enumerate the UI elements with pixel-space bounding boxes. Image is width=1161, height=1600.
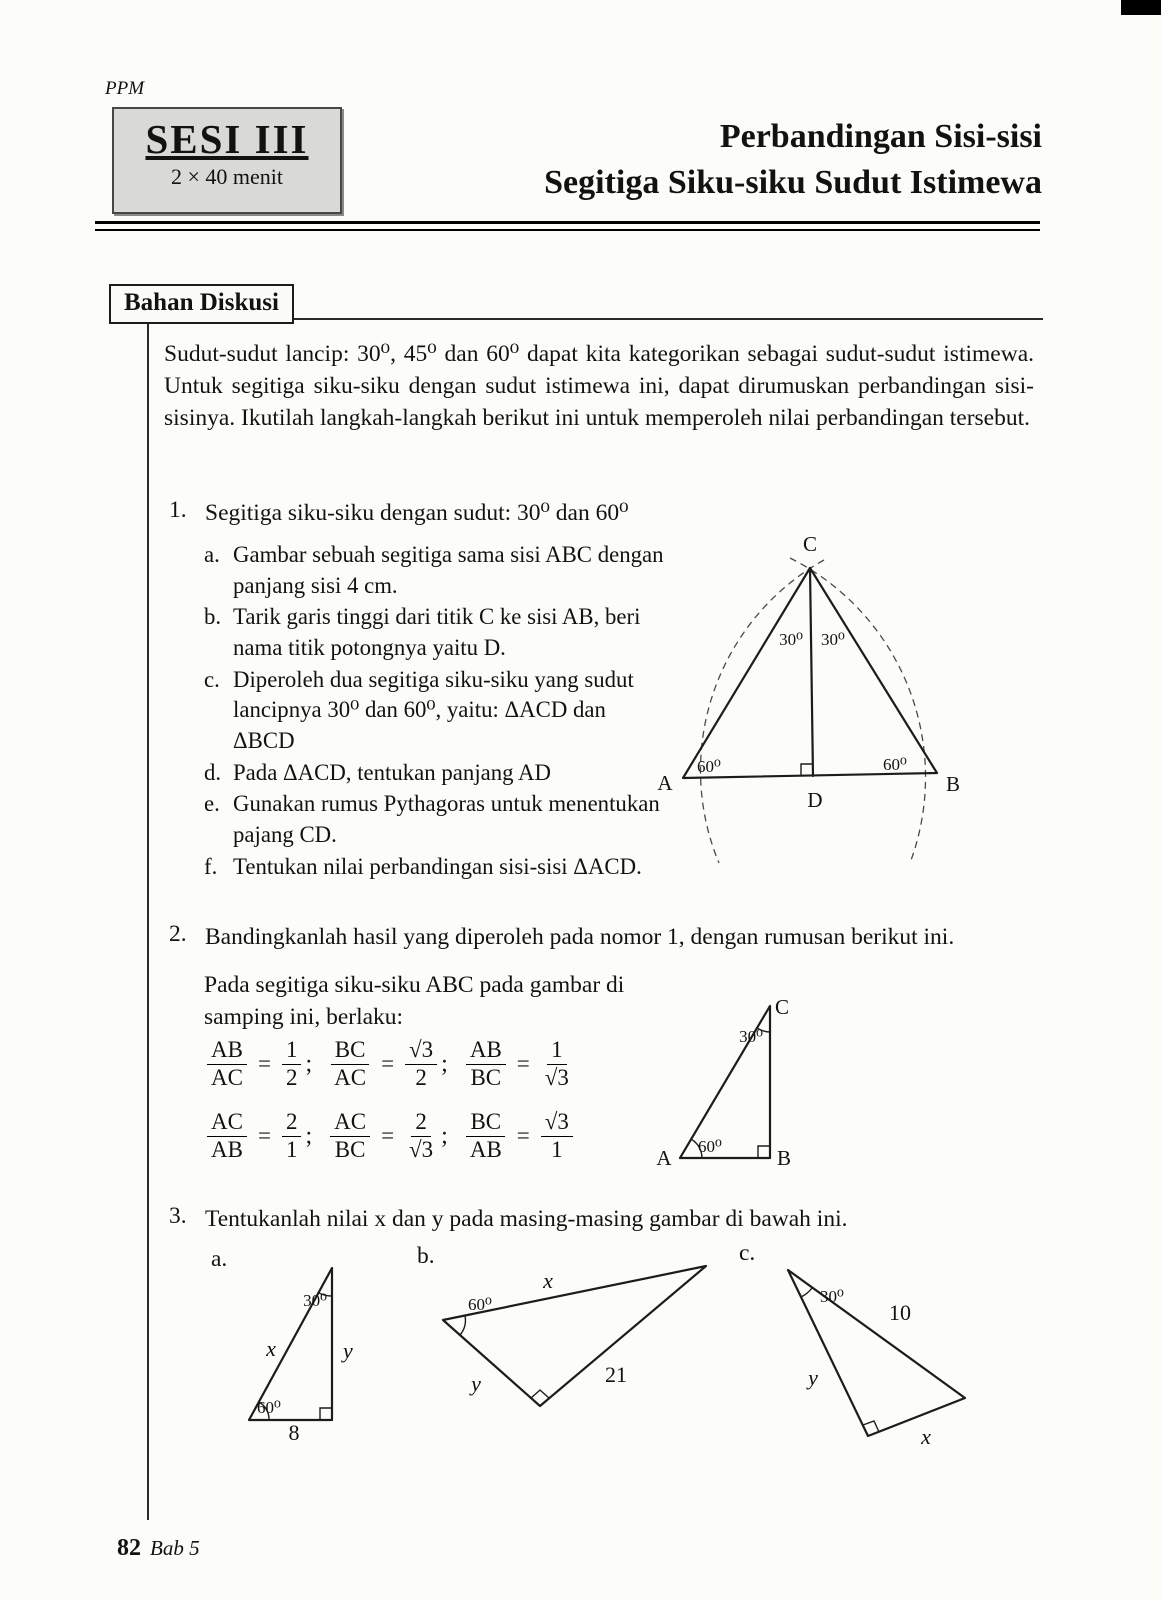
- side-label-y: y: [808, 1365, 818, 1390]
- angle-label-30-right: 30⁰: [821, 630, 845, 649]
- exercise-triangle-c: [768, 1258, 988, 1458]
- altitude-line: [810, 568, 813, 776]
- right-angle-marker: [801, 764, 813, 776]
- construction-arc-left: [701, 560, 824, 863]
- chapter-label: Bab 5: [150, 1536, 200, 1560]
- side-label-y: y: [471, 1371, 481, 1396]
- step-c: [204, 665, 666, 757]
- equilateral-triangle-construction-figure: [645, 523, 965, 863]
- ratio-formula-row-2: [205, 1110, 577, 1163]
- item2-text: Bandingkanlah hasil yang diperoleh pada nomor 1, dengan rumusan berikut ini.: [205, 924, 955, 950]
- page-title-line2: Segitiga Siku-siku Sudut Istimewa: [544, 163, 1042, 201]
- equals-sign: =: [381, 1051, 395, 1077]
- equation: $\frac{AB}{AC}$ = $\frac{1}{2}$ ;: [205, 1038, 312, 1091]
- page-number: 82: [117, 1535, 141, 1561]
- angle-label-30: 30⁰: [739, 1027, 763, 1046]
- step-b: [204, 602, 666, 663]
- side-label-x: x: [266, 1336, 276, 1361]
- side-label-y: y: [343, 1338, 353, 1363]
- separator: ;: [305, 1122, 313, 1149]
- figure-letter-a: a.: [211, 1246, 228, 1272]
- step-letter: f.: [204, 853, 218, 879]
- ratio-formula-row-1: [205, 1038, 577, 1091]
- angle-label-60: 60⁰: [698, 1137, 722, 1156]
- vertex-label-b: B: [776, 1146, 792, 1170]
- ppm-label: PPM: [105, 78, 145, 99]
- equation: $\frac{AC}{AB}$ = $\frac{2}{1}$ ;: [205, 1110, 312, 1163]
- header-rule-bottom: [95, 229, 1040, 231]
- exercise-triangle-a: [237, 1256, 367, 1446]
- step-a: [204, 540, 666, 601]
- angle-label-60: 60⁰: [468, 1295, 492, 1314]
- right-angle-marker: [758, 1146, 770, 1158]
- equals-sign: =: [516, 1123, 530, 1149]
- angle-arc-30: [801, 1288, 812, 1297]
- step-text: Diperoleh dua segitiga siku-siku yang sudut lancipnya 30⁰ dan 60⁰, yaitu: ΔACD dan ΔBCD: [233, 666, 634, 753]
- page-footer: [117, 1535, 200, 1562]
- angle-label-60: 60⁰: [257, 1398, 281, 1417]
- angle-arc-60: [460, 1316, 465, 1335]
- step-text: Tentukan nilai perbandingan sisi-sisi ΔACD.: [233, 853, 642, 879]
- section-label: Bahan Diskusi: [109, 284, 294, 324]
- exercise-triangle-b: [428, 1258, 728, 1428]
- side-label-21: 21: [605, 1362, 627, 1387]
- side-label-8: 8: [288, 1420, 300, 1445]
- scan-artifact-mark: [1121, 0, 1161, 15]
- vertex-label-a: A: [656, 1146, 672, 1170]
- angle-label-60-a: 60⁰: [697, 757, 721, 776]
- step-d: [204, 758, 666, 789]
- figure-letter-b: b.: [417, 1243, 435, 1269]
- triangle-outline: [443, 1266, 706, 1406]
- figure-letter-c: c.: [739, 1240, 756, 1266]
- equals-sign: =: [257, 1123, 271, 1149]
- item3-text: Tentukanlah nilai x dan y pada masing-masing gambar di bawah ini.: [205, 1206, 848, 1232]
- intro-paragraph: Sudut-sudut lancip: 30⁰, 45⁰ dan 60⁰ dapat kita kategorikan sebagai sudut-sudut istimewa. Untuk segitiga siku-siku dengan sudut istimewa ini, dapat dirumuskan perbandingan sisi-sisinya. Ikutilah langkah-langkah berikut ini untuk memperoleh nilai perbandingan tersebut.: [164, 341, 1034, 432]
- angle-label-30: 30⁰: [820, 1287, 844, 1306]
- step-letter: a.: [204, 542, 220, 567]
- item2-number: 2.: [169, 921, 187, 947]
- item3-number: 3.: [169, 1203, 187, 1229]
- triangle-outline: [788, 1270, 965, 1436]
- step-letter: d.: [204, 759, 222, 785]
- equals-sign: =: [257, 1051, 271, 1077]
- equation: $\frac{BC}{AC}$ = $\frac{√3}{2}$ ;: [328, 1038, 448, 1091]
- separator: ;: [305, 1050, 313, 1077]
- step-e: [204, 789, 666, 850]
- right-angle-marker: [531, 1390, 549, 1398]
- vertex-label-b: B: [945, 772, 961, 796]
- side-label-10: 10: [889, 1300, 911, 1325]
- equals-sign: =: [381, 1123, 395, 1149]
- session-title: SESI III: [145, 116, 309, 162]
- header-rule-top: [95, 221, 1040, 224]
- page-title: [544, 114, 1042, 205]
- item1-number: 1.: [169, 497, 187, 523]
- foot-label-d: D: [807, 788, 823, 812]
- step-text: Pada ΔACD, tentukan panjang AD: [233, 759, 551, 785]
- equation: $\frac{AB}{BC}$ = $\frac{1}{√3}$: [464, 1038, 577, 1091]
- page-title-line1: Perbandingan Sisi-sisi: [719, 118, 1042, 155]
- reference-right-triangle-figure: [652, 988, 832, 1188]
- item2-subtext: Pada segitiga siku-siku ABC pada gambar di samping ini, berlaku:: [204, 972, 625, 1031]
- vertex-label-c: C: [802, 532, 818, 556]
- step-text: Tarik garis tinggi dari titik C ke sisi AB, beri nama titik potongnya yaitu D.: [233, 604, 641, 660]
- session-box: [112, 107, 342, 214]
- item1-text: Segitiga siku-siku dengan sudut: 30⁰ dan 60⁰: [205, 500, 629, 526]
- step-text: Gunakan rumus Pythagoras untuk menentukan pajang CD.: [233, 791, 660, 847]
- session-duration: 2 × 40 menit: [170, 164, 283, 189]
- step-letter: e.: [204, 791, 220, 817]
- equation: $\frac{AC}{BC}$ = $\frac{2}{√3}$ ;: [328, 1110, 448, 1163]
- vertex-label-a: A: [657, 771, 673, 795]
- angle-label-30: 30⁰: [303, 1291, 327, 1310]
- angle-label-60-b: 60⁰: [883, 755, 907, 774]
- step-letter: b.: [204, 604, 222, 630]
- step-letter: c.: [204, 666, 220, 692]
- step-text: Gambar sebuah segitiga sama sisi ABC dengan panjang sisi 4 cm.: [233, 542, 664, 598]
- separator: ;: [441, 1050, 448, 1077]
- right-angle-marker: [320, 1408, 332, 1420]
- equation: $\frac{BC}{AB}$ = $\frac{√3}{1}$: [464, 1110, 577, 1163]
- angle-label-30-left: 30⁰: [779, 630, 803, 649]
- item1-steps: [204, 540, 666, 883]
- step-f: [204, 852, 666, 883]
- side-label-x: x: [543, 1268, 553, 1293]
- equals-sign: =: [516, 1051, 530, 1077]
- vertex-label-c: C: [774, 995, 790, 1019]
- side-label-x: x: [921, 1424, 931, 1449]
- separator: ;: [441, 1122, 448, 1149]
